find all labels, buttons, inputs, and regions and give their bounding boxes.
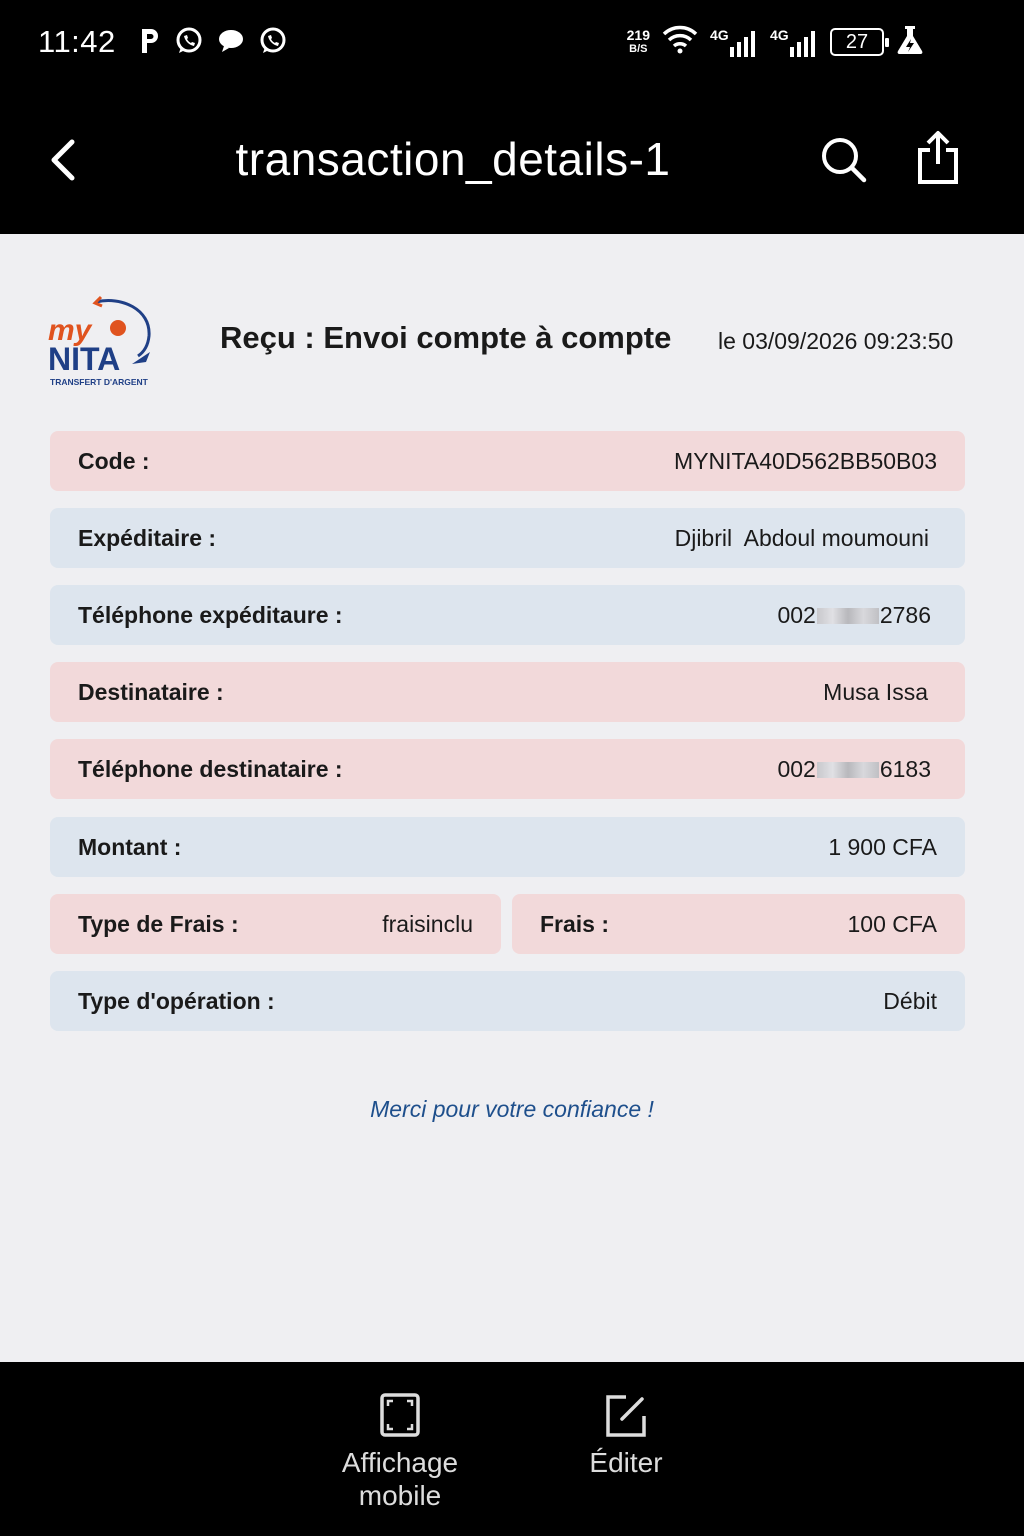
thanks-message: Merci pour votre confiance ! [370, 1096, 654, 1122]
code-value: MYNITA40D562BB50B03 [674, 447, 937, 474]
receipt-title: Reçu : Envoi compte à compte [220, 320, 672, 355]
redacted-digits [817, 762, 879, 778]
parking-app-icon [138, 26, 162, 56]
code-row [50, 431, 965, 491]
wifi-icon [662, 24, 698, 59]
operation-type-row [50, 971, 965, 1031]
network-type-label: 4G [770, 26, 789, 43]
recipient-phone-value [777, 756, 931, 783]
status-time: 11:42 [38, 24, 116, 59]
phone-suffix: 6183 [879, 755, 931, 782]
search-button[interactable] [818, 134, 870, 186]
mynita-logo [46, 294, 158, 390]
fee-value: 100 CFA [847, 910, 937, 937]
edit-icon [604, 1392, 648, 1438]
mobile-view-button[interactable] [330, 1392, 470, 1512]
battery-icon [830, 28, 884, 56]
cell-signal-1 [710, 27, 758, 57]
amount-label: Montant : [78, 833, 182, 860]
mobile-view-label-line2: mobile [358, 1480, 442, 1511]
fee-type-row [50, 894, 501, 954]
network-speed [627, 28, 650, 56]
edit-button[interactable] [568, 1392, 684, 1479]
fee-type-value: fraisinclu [382, 910, 473, 937]
operation-type-label: Type d'opération : [78, 987, 275, 1014]
fee-type-label: Type de Frais : [78, 910, 239, 937]
sender-phone-row [50, 585, 965, 645]
network-speed-unit: B/S [629, 42, 648, 55]
whatsapp-icon [174, 26, 204, 56]
notification-icons [138, 26, 288, 56]
network-speed-value: 219 [626, 26, 650, 43]
code-label: Code : [78, 447, 150, 474]
page-title: transaction_details-1 [235, 133, 671, 185]
chat-bubble-icon [216, 26, 246, 56]
recipient-label: Destinataire : [78, 678, 224, 705]
signal-bars-icon [730, 31, 758, 57]
status-bar [0, 0, 1024, 88]
bottom-toolbar [0, 1362, 1024, 1536]
operation-type-value: Débit [883, 987, 937, 1014]
sender-label: Expéditaire : [78, 524, 217, 551]
amount-value: 1 900 CFA [828, 833, 937, 860]
share-button[interactable] [912, 128, 964, 186]
mobile-view-label-line1: Affichage [341, 1447, 459, 1478]
share-icon [912, 128, 964, 186]
search-icon [818, 134, 870, 186]
app-bar [0, 88, 1024, 234]
whatsapp-icon [258, 26, 288, 56]
phone-prefix: 002 [777, 755, 816, 782]
fee-label: Frais : [540, 910, 610, 937]
svg-text:TRANSFERT D'ARGENT: TRANSFERT D'ARGENT [50, 377, 148, 387]
system-icons [627, 24, 924, 59]
edit-label: Éditer [589, 1447, 663, 1478]
svg-text:my: my [48, 314, 92, 347]
receipt-document [0, 234, 1024, 1362]
recipient-row [50, 662, 965, 722]
cell-signal-2 [770, 27, 818, 57]
recipient-value: Musa Issa [823, 678, 928, 705]
recipient-phone-label: Téléphone destinataire : [78, 755, 343, 782]
svg-text:NITA: NITA [48, 341, 121, 377]
network-type-label: 4G [710, 26, 729, 43]
phone-prefix: 002 [777, 601, 816, 628]
mobile-view-icon [379, 1392, 421, 1438]
signal-bars-icon [790, 31, 818, 57]
redacted-digits [817, 608, 879, 624]
battery-level: 27 [845, 30, 869, 53]
sender-phone-value [777, 602, 931, 629]
flask-icon [896, 24, 924, 59]
sender-row [50, 508, 965, 568]
sender-value: Djibril Abdoul moumouni [674, 524, 929, 551]
fee-row [512, 894, 965, 954]
recipient-phone-row [50, 739, 965, 799]
phone-suffix: 2786 [879, 601, 931, 628]
amount-row [50, 817, 965, 877]
receipt-date: le 03/09/2026 09:23:50 [718, 328, 954, 354]
sender-phone-label: Téléphone expéditaure : [78, 601, 343, 628]
